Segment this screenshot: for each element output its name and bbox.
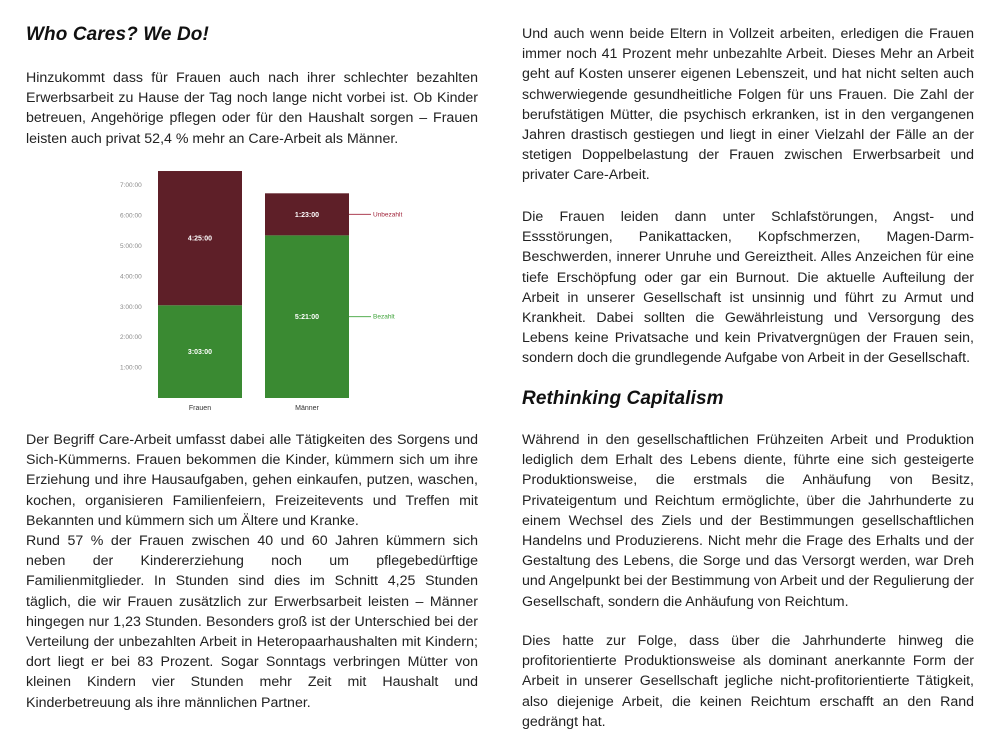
y-tick-label: 3:00:00 <box>120 303 142 311</box>
care-statistics-paragraph: Rund 57 % der Frauen zwischen 40 und 60 Jahren kümmern sich neben der Kindererziehung noch um pflegebedürftige Familienmitglieder. In Stunden sind dies im Schnitt 4,25 Stunden täglich, die wir Frauen zusätzlich zur Erwerbsarbeit leisten – Männer hingegen nur 1,23 Stunden. Besonders groß ist der Unterschied bei der Verteilung der unbezahlten Arbeit in Heteropaarhaushalten mit Kindern; dort liegt er bei 83 Prozent. Sogar Sonntags verbringen Mütter von kleinen Kindern vier Stunden mehr Zeit mit Haushalt und Kinderbetreuung als ihre männlichen Partner. <box>26 533 478 711</box>
bar-value-label: 4:25:00 <box>187 235 213 243</box>
care-definition-paragraph: Der Begriff Care-Arbeit umfasst dabei alle Tätigkeiten des Sorgens und Sich-Kümmerns. Frauen bekommen die Kinder, kümmern sich um ihre Erziehung und ihre Hausaufgaben, gehen einkaufen, putzen, waschen, kochen, organisieren Familienfeiern, Freizeitevents und Treffen mit Bekannten und kümmern sich um Ältere und Kranke. <box>26 432 478 529</box>
section-heading-rethinking-capitalism: Rethinking Capitalism <box>522 388 724 409</box>
y-tick-label: 7:00:00 <box>120 182 142 190</box>
double-burden-paragraph: Und auch wenn beide Eltern in Vollzeit arbeiten, erledigen die Frauen immer noch 41 Prozent mehr unbezahlte Arbeit. Dieses Mehr an Arbeit geht auf Kosten unserer eigenen Lebenszeit, und hat nicht selten auch schwerwiegende gesundheitliche Folgen für uns Frauen. Die Zahl der berufstätigen Mütter, die psychisch erkranken, ist in den vergangenen Jahren drastisch gestiegen und liegt in einer Vielzahl der Fälle an der stetigen Doppelbelastung der Frauen zwischen Erwerbsarbeit und privater Care-Arbeit. <box>522 26 974 184</box>
bar-value-label: 1:23:00 <box>294 211 320 219</box>
bar-value-label: 3:03:00 <box>187 349 213 357</box>
care-work-stacked-bar-chart <box>110 170 410 415</box>
history-paragraph: Während in den gesellschaftlichen Frühzeiten Arbeit und Produktion lediglich dem Erhalt des Lebens diente, führte eine sich gesteigerte Produktionsweise, die erstmals die Anhäufung von Besitz, Privateigentum und Reichtum ermöglichte, über die Jahrhunderte zu einem Wechsel des Ziels und der Bestimmungen gesellschaftlichen Handelns und Produzierens. Nicht mehr die Frage des Erhalts und der Gestaltung des Lebens, die Sorge und das Versorgt werden, war Dreh und Angelpunkt bei der Bestimmung von Arbeit und der Regulierung der Gesellschaft, sondern die Anhäufung von Reichtum. <box>522 432 974 610</box>
category-label: Männer <box>295 405 319 412</box>
y-tick-label: 2:00:00 <box>120 334 142 342</box>
intro-paragraph: Hinzukommt dass für Frauen auch nach ihrer schlechter bezahlten Erwerbsarbeit zu Hause der Tag noch lange nicht vorbei ist. Ob Kinder betreuen, Angehörige pflegen oder für den Haushalt sorgen – Frauen leisten auch privat 52,4 % mehr an Care-Arbeit als Männer. <box>26 70 478 147</box>
legend-label-bezahlt: Bezahlt <box>373 313 395 321</box>
bar-value-label: 5:21:00 <box>294 314 320 322</box>
y-tick-label: 1:00:00 <box>120 364 142 372</box>
health-effects-paragraph: Die Frauen leiden dann unter Schlafstörungen, Angst- und Essstörungen, Panikattacken, Kopfschmerzen, Magen-Darm-Beschwerden, innerer Unruhe und Gereiztheit. Alles Anzeichen für eine tiefe Erschöpfung oder gar ein Burnout. Die aktuelle Aufteilung der Arbeit in unserer Gesellschaft ist unsinnig und führt zu Armut und Krankheit. Dabei sollten die Gewährleistung und Versorgung des Lebens keine Privatsache und kein Privatvergnügen der Frauen sein, sondern doch die grundlegende Aufgabe von Arbeit in der Gesellschaft. <box>522 209 974 367</box>
category-label: Frauen <box>188 405 212 412</box>
y-tick-label: 6:00:00 <box>120 212 142 220</box>
section-heading-who-cares: Who Cares? We Do! <box>26 24 209 45</box>
legend-label-unbezahlt: Unbezahlt <box>373 211 403 219</box>
y-tick-label: 4:00:00 <box>120 273 142 281</box>
y-tick-label: 5:00:00 <box>120 243 142 250</box>
consequence-paragraph: Dies hatte zur Folge, dass über die Jahrhunderte hinweg die profitorientierte Produktionsweise als dominant anerkannte Form der Arbeit in unserer Gesellschaft jegliche nicht-profitorientierte Tätigkeit, also diejenige Arbeit, die keinen Reichtum erschafft an den Rand gedrängt hat. <box>522 633 974 730</box>
